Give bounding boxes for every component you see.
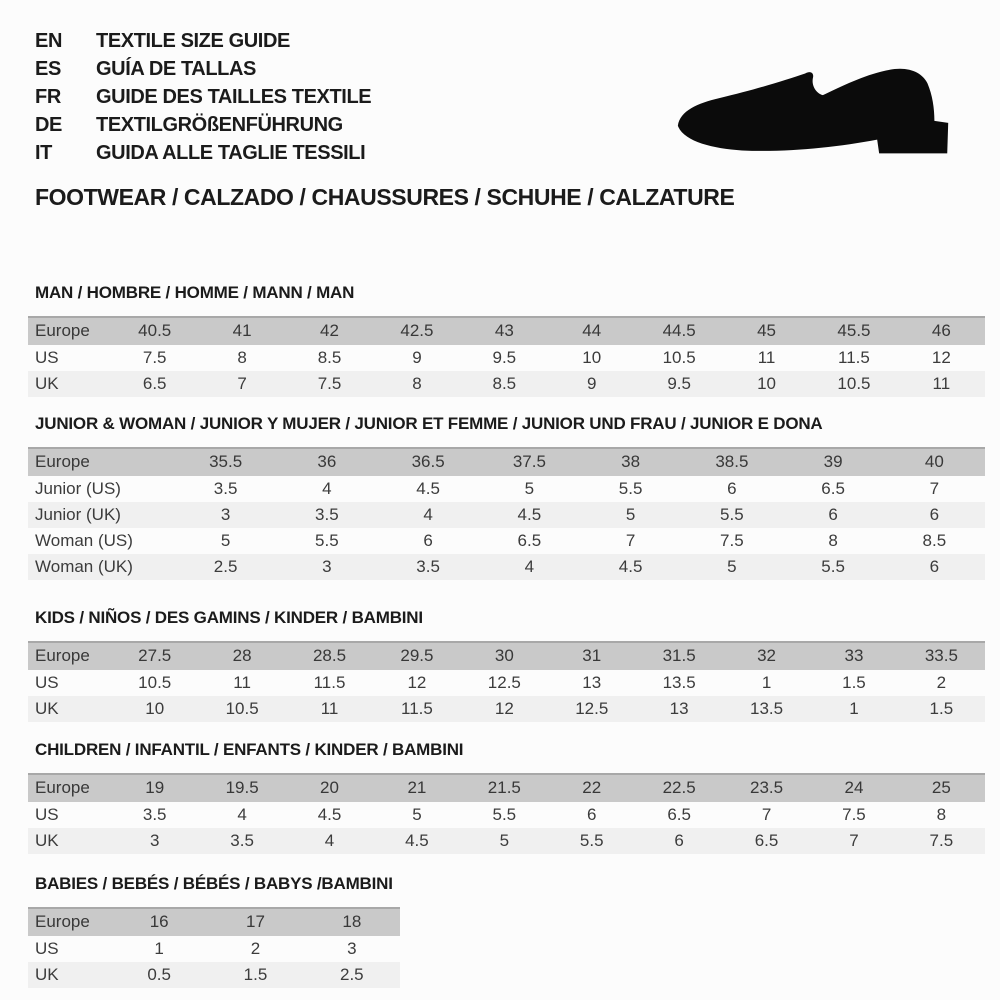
size-cell: 19.5: [225, 778, 259, 797]
language-code: EN: [35, 30, 62, 52]
size-cell: 10: [145, 699, 165, 718]
section-babies: [28, 874, 985, 988]
size-cell: 23.5: [750, 778, 784, 797]
size-cell: 18: [342, 912, 362, 931]
size-cell: 5: [220, 531, 231, 550]
size-cell: 5: [524, 479, 535, 498]
size-cell: 37.5: [512, 452, 546, 471]
size-cell: 10.5: [662, 348, 696, 367]
table-row: [28, 773, 985, 802]
size-cell: 21.5: [487, 778, 521, 797]
size-cell: 24: [844, 778, 864, 797]
size-cell: 1.5: [842, 673, 866, 692]
table-row: [28, 802, 985, 828]
language-code: DE: [35, 114, 62, 136]
size-cell: 33.5: [924, 646, 958, 665]
table-row: [28, 528, 985, 554]
row-label: Junior (UK): [35, 505, 121, 524]
row-label: US: [35, 805, 59, 824]
size-cell: 7.5: [317, 374, 342, 393]
size-cell: 28.5: [312, 646, 347, 665]
table-row: [28, 554, 985, 580]
size-cell: 7: [237, 374, 247, 393]
size-cell: 6.5: [754, 831, 779, 850]
size-cell: 31.5: [662, 646, 696, 665]
size-cell: 11: [233, 673, 251, 692]
size-cell: 13: [582, 673, 602, 692]
size-cell: 4.5: [416, 479, 440, 498]
size-cell: 7.5: [842, 805, 866, 824]
size-cell: 6: [828, 505, 838, 524]
size-cell: 44.5: [662, 321, 696, 340]
size-cell: 12.5: [487, 673, 521, 692]
size-cell: 36.5: [411, 452, 445, 471]
row-label: Junior (US): [35, 479, 121, 498]
size-cell: 22.5: [662, 778, 696, 797]
size-cell: 6.5: [667, 805, 691, 824]
size-cell: 3.5: [230, 831, 254, 850]
size-cell: 7: [929, 479, 940, 498]
table-row: [28, 502, 985, 528]
size-cell: 6: [929, 505, 940, 524]
size-cell: 11: [320, 699, 339, 718]
size-cell: 4: [524, 557, 535, 576]
size-cell: 8.5: [922, 531, 947, 550]
size-cell: 8: [412, 374, 422, 393]
size-cell: 42.5: [400, 321, 434, 340]
size-cell: 4.5: [405, 831, 429, 850]
section-title: JUNIOR & WOMAN / JUNIOR Y MUJER / JUNIOR ET FEMME / JUNIOR UND FRAU / JUNIOR E DONA: [35, 414, 823, 433]
size-cell: 6: [727, 479, 737, 498]
size-cell: 31: [582, 646, 602, 665]
size-cell: 6.5: [517, 531, 542, 550]
table-row: [28, 316, 985, 345]
row-label: Woman (US): [35, 531, 133, 550]
size-cell: 9.5: [667, 374, 691, 393]
size-cell: 5: [412, 805, 422, 824]
size-cell: 7: [625, 531, 636, 550]
size-cell: 5.5: [618, 479, 643, 498]
size-cell: 22: [582, 778, 602, 797]
table-row: [28, 670, 985, 696]
size-cell: 35.5: [209, 452, 243, 471]
size-cell: 28: [232, 646, 252, 665]
size-cell: 21: [407, 778, 427, 797]
size-cell: 10: [757, 374, 776, 393]
size-cell: 1: [849, 699, 859, 718]
size-cell: 4: [237, 805, 247, 824]
size-cell: 19: [145, 778, 165, 797]
language-label: GUÍA DE TALLAS: [96, 58, 256, 80]
size-cell: 9: [587, 374, 597, 393]
size-cell: 1.5: [929, 699, 954, 718]
size-cell: 1: [154, 939, 164, 958]
size-cell: 11: [932, 374, 951, 393]
size-table-kids: [28, 641, 985, 722]
table-row: [28, 828, 985, 854]
size-table-children: [28, 773, 985, 854]
language-code: IT: [35, 142, 52, 164]
size-cell: 3.5: [315, 505, 339, 524]
table-row: [28, 962, 400, 988]
size-cell: 10.5: [837, 374, 871, 393]
section-junior-woman: [28, 414, 985, 580]
row-label: UK: [35, 965, 59, 984]
size-cell: 8.5: [492, 374, 517, 393]
row-label: US: [35, 673, 59, 692]
size-cell: 5.5: [579, 831, 604, 850]
row-label: US: [35, 939, 59, 958]
language-label: GUIDA ALLE TAGLIE TESSILI: [96, 142, 366, 164]
row-label: UK: [35, 831, 59, 850]
size-cell: 30: [494, 646, 514, 665]
size-cell: 4: [423, 505, 433, 524]
category-title: FOOTWEAR / CALZADO / CHAUSSURES / SCHUHE / CALZATURE: [35, 184, 735, 210]
size-cell: 5.5: [720, 505, 744, 524]
size-cell: 5: [625, 505, 636, 524]
size-cell: 6: [674, 831, 684, 850]
size-cell: 16: [149, 912, 169, 931]
size-cell: 2: [250, 939, 261, 958]
size-cell: 4.5: [618, 557, 643, 576]
size-cell: 7.5: [929, 831, 954, 850]
row-label: Europe: [35, 778, 90, 797]
size-cell: 4: [322, 479, 332, 498]
size-table-man: [28, 316, 985, 397]
size-cell: 10.5: [225, 699, 259, 718]
size-cell: 20: [320, 778, 339, 797]
size-cell: 3: [220, 505, 231, 524]
size-cell: 4: [324, 831, 335, 850]
size-cell: 2.5: [213, 557, 238, 576]
size-cell: 5.5: [315, 531, 339, 550]
size-cell: 5: [499, 831, 510, 850]
size-cell: 8.5: [317, 348, 342, 367]
size-cell: 11: [757, 348, 776, 367]
section-man: [28, 283, 985, 397]
table-row: [28, 936, 400, 962]
size-cell: 5: [727, 557, 737, 576]
size-cell: 25: [931, 778, 951, 797]
size-cell: 38: [621, 452, 641, 471]
language-label: TEXTILE SIZE GUIDE: [96, 30, 290, 52]
language-label: TEXTILGRÖßENFÜHRUNG: [96, 114, 343, 136]
section-title: MAN / HOMBRE / HOMME / MANN / MAN: [35, 283, 355, 302]
size-cell: 13.5: [750, 699, 784, 718]
size-cell: 13: [669, 699, 689, 718]
section-children: [28, 740, 985, 854]
size-cell: 6.5: [142, 374, 167, 393]
row-label: UK: [35, 699, 59, 718]
size-cell: 46: [931, 321, 951, 340]
size-cell: 6: [587, 805, 597, 824]
language-label: GUIDE DES TAILLES TEXTILE: [96, 86, 372, 108]
section-title: BABIES / BEBÉS / BÉBÉS / BABYS /BAMBINI: [35, 874, 393, 893]
size-cell: 3.5: [416, 557, 440, 576]
size-cell: 7.5: [142, 348, 167, 367]
size-cell: 1: [761, 673, 772, 692]
size-cell: 3: [149, 831, 160, 850]
size-cell: 6: [423, 531, 433, 550]
size-cell: 38.5: [715, 452, 749, 471]
size-table-junior-woman: [28, 447, 985, 580]
section-title: CHILDREN / INFANTIL / ENFANTS / KINDER / BAMBINI: [35, 740, 464, 759]
size-cell: 3: [347, 939, 357, 958]
size-cell: 9.5: [492, 348, 517, 367]
size-cell: 9: [412, 348, 422, 367]
size-cell: 6.5: [821, 479, 845, 498]
size-cell: 41: [232, 321, 252, 340]
size-cell: 40: [924, 452, 944, 471]
size-cell: 5.5: [492, 805, 517, 824]
size-cell: 39: [823, 452, 843, 471]
table-row: [28, 447, 985, 476]
size-cell: 4.5: [517, 505, 542, 524]
dress-shoe-icon: [668, 50, 964, 168]
size-cell: 3.5: [213, 479, 238, 498]
table-row: [28, 371, 985, 397]
row-label: US: [35, 348, 59, 367]
table-row: [28, 641, 985, 670]
size-cell: 17: [246, 912, 265, 931]
table-row: [28, 345, 985, 371]
size-cell: 7: [849, 831, 859, 850]
size-cell: 45.5: [837, 321, 871, 340]
size-cell: 36: [317, 452, 337, 471]
size-cell: 6: [929, 557, 940, 576]
size-cell: 7.5: [720, 531, 744, 550]
language-code: FR: [35, 86, 61, 108]
size-cell: 40.5: [138, 321, 172, 340]
size-cell: 8: [237, 348, 247, 367]
size-cell: 44: [582, 321, 602, 340]
size-cell: 5.5: [821, 557, 845, 576]
row-label: Europe: [35, 452, 90, 471]
size-cell: 2.5: [340, 965, 364, 984]
size-cell: 2: [936, 673, 947, 692]
size-cell: 8: [828, 531, 838, 550]
size-tables: [28, 283, 985, 988]
size-cell: 4.5: [317, 805, 342, 824]
size-cell: 33: [844, 646, 864, 665]
size-cell: 32: [757, 646, 776, 665]
row-label: Europe: [35, 321, 90, 340]
size-cell: 11.5: [401, 699, 433, 718]
row-label: Europe: [35, 646, 90, 665]
size-table-babies: [28, 907, 400, 988]
table-row: [28, 907, 400, 936]
table-row: [28, 476, 985, 502]
row-label: UK: [35, 374, 59, 393]
size-cell: 27.5: [138, 646, 172, 665]
row-label: Europe: [35, 912, 90, 931]
size-cell: 0.5: [147, 965, 171, 984]
section-title: KIDS / NIÑOS / DES GAMINS / KINDER / BAMBINI: [35, 608, 423, 627]
size-cell: 12.5: [575, 699, 609, 718]
table-row: [28, 696, 985, 722]
size-cell: 10.5: [138, 673, 172, 692]
size-cell: 42: [320, 321, 339, 340]
size-cell: 3.5: [142, 805, 167, 824]
size-cell: 13.5: [662, 673, 696, 692]
size-cell: 11.5: [838, 348, 870, 367]
row-label: Woman (UK): [35, 557, 133, 576]
section-kids: [28, 608, 985, 722]
size-cell: 12: [407, 673, 427, 692]
size-cell: 7: [761, 805, 772, 824]
size-cell: 12: [494, 699, 514, 718]
language-code: ES: [35, 58, 61, 80]
size-cell: 8: [936, 805, 947, 824]
size-cell: 1.5: [243, 965, 268, 984]
size-cell: 12: [931, 348, 951, 367]
size-cell: 11.5: [313, 673, 346, 692]
size-cell: 29.5: [400, 646, 434, 665]
size-cell: 3: [322, 557, 332, 576]
size-cell: 45: [757, 321, 776, 340]
size-cell: 10: [582, 348, 602, 367]
size-cell: 43: [494, 321, 514, 340]
